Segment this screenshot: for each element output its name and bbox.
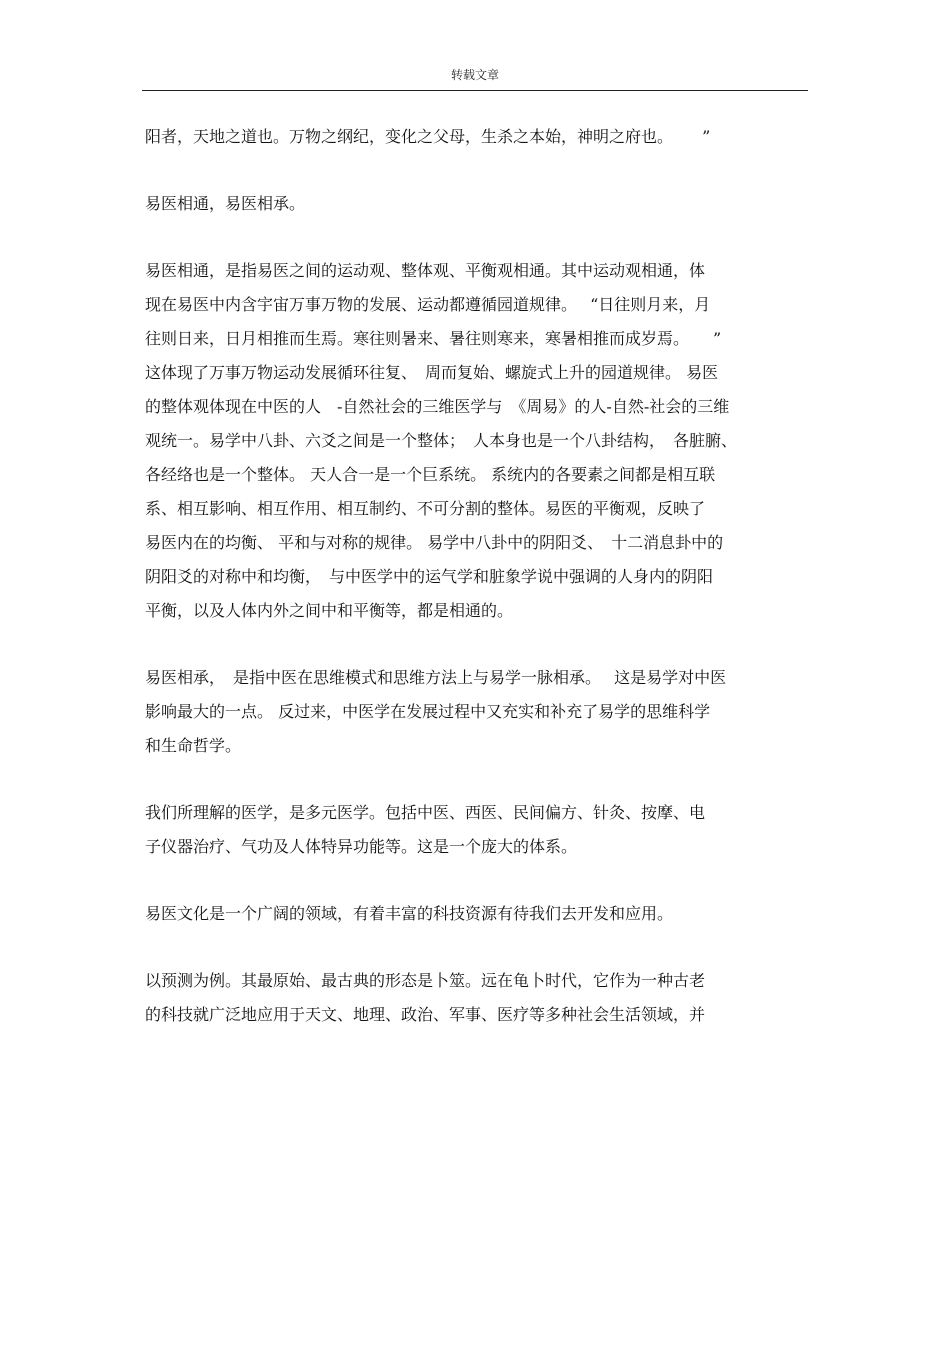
text-line: 易医文化是一个广阔的领域，有着丰富的科技资源有待我们去开发和应用。 (145, 904, 674, 923)
text-line: 易医相通，易医相承。 (145, 194, 306, 213)
text-line: 影响最大的一点。 反过来，中医学在发展过程中又充实和补充了易学的思维科学 (145, 702, 711, 721)
text-line: 往则日来，日月相推而生焉。寒往则暑来、暑往则寒来，寒暑相推而成岁焉。 ” (145, 329, 722, 348)
paragraph-1 (145, 120, 815, 154)
paragraph-gap (145, 864, 815, 897)
header-divider (142, 90, 808, 91)
text-line: 易医内在的均衡、 平和与对称的规律。 易学中八卦中的阴阳爻、 十二消息卦中的 (145, 533, 724, 552)
text-line: 系、相互影响、相互作用、相互制约、不可分割的整体。易医的平衡观，反映了 (145, 499, 706, 518)
page-header-title: 转载文章 (450, 68, 499, 82)
paragraph-gap (145, 154, 815, 187)
text-line: 平衡，以及人体内外之间中和平衡等，都是相通的。 (145, 601, 514, 620)
paragraph-gap (145, 221, 815, 254)
paragraph-gap (145, 763, 815, 796)
text-line: 的科技就广泛地应用于天文、地理、政治、军事、医疗等多种社会生活领域，并 (145, 1005, 706, 1024)
paragraph-gap (145, 931, 815, 964)
paragraph-4 (145, 661, 815, 763)
paragraph-2 (145, 187, 815, 221)
paragraph-6 (145, 897, 815, 931)
text-line: 观统一。易学中八卦、六爻之间是一个整体； 人本身也是一个八卦结构， 各脏腑、 (145, 431, 738, 450)
text-line: 阳者，天地之道也。万物之纲纪，变化之父母，生杀之本始，神明之府也。 ” (145, 127, 711, 146)
text-line: 易医相承， 是指中医在思维模式和思维方法上与易学一脉相承。 这是易学对中医 (145, 668, 727, 687)
text-line: 现在易医中内含宇宙万事万物的发展、运动都遵循园道规律。 “日往则月来，月 (145, 295, 711, 314)
paragraph-5 (145, 796, 815, 864)
text-line: 各经络也是一个整体。 天人合一是一个巨系统。 系统内的各要素之间都是相互联 (145, 465, 716, 484)
text-line: 子仪器治疗、气功及人体特异功能等。这是一个庞大的体系。 (145, 837, 578, 856)
paragraph-gap (145, 628, 815, 661)
text-line: 我们所理解的医学，是多元医学。包括中医、西医、民间偏方、针灸、按摩、电 (145, 803, 706, 822)
text-line: 的整体观体现在中医的人 -自然社会的三维医学与 《周易》的人-自然-社会的三维 (145, 397, 730, 416)
text-line: 这体现了万事万物运动发展循环往复、 周而复始、螺旋式上升的园道规律。 易医 (145, 363, 719, 382)
text-line: 易医相通，是指易医之间的运动观、整体观、平衡观相通。其中运动观相通，体 (145, 261, 706, 280)
text-line: 和生命哲学。 (145, 736, 242, 755)
document-body (145, 120, 815, 1032)
paragraph-7 (145, 964, 815, 1032)
text-line: 阴阳爻的对称中和均衡， 与中医学中的运气学和脏象学说中强调的人身内的阴阳 (145, 567, 714, 586)
text-line: 以预测为例。其最原始、最古典的形态是卜筮。远在龟卜时代，它作为一种古老 (145, 971, 706, 990)
paragraph-3 (145, 254, 815, 628)
